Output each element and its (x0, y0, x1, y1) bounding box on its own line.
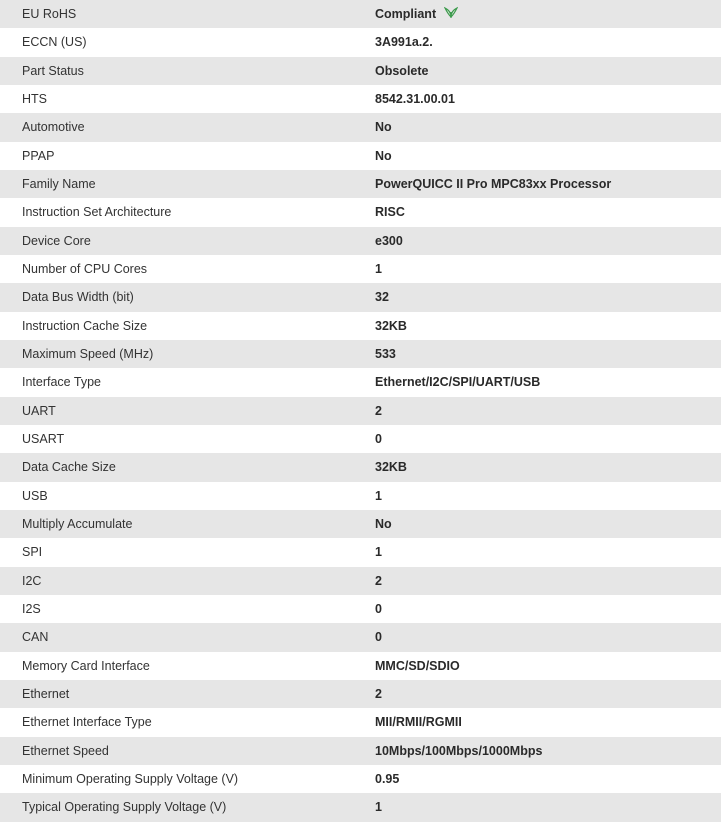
spec-label: Family Name (22, 177, 96, 192)
spec-value: 1 (375, 262, 382, 277)
spec-label: Device Core (22, 233, 91, 248)
spec-value: No (375, 517, 392, 532)
spec-row-interface-type (0, 368, 721, 396)
spec-value: 0 (375, 432, 382, 447)
spec-label: CAN (22, 630, 49, 645)
spec-label: HTS (22, 92, 47, 107)
spec-row-instruction-cache (0, 312, 721, 340)
spec-label: I2S (22, 602, 41, 617)
spec-label: Data Bus Width (bit) (22, 290, 134, 305)
spec-label: Multiply Accumulate (22, 517, 133, 532)
spec-row-ethernet (0, 680, 721, 708)
spec-row-family-name (0, 170, 721, 198)
spec-value: 0 (375, 630, 382, 645)
spec-label: Interface Type (22, 375, 101, 390)
spec-value: 2 (375, 687, 382, 702)
spec-value: Obsolete (375, 63, 429, 78)
spec-value: No (375, 148, 392, 163)
spec-label: Memory Card Interface (22, 658, 150, 673)
spec-value: 1 (375, 800, 382, 815)
spec-value: e300 (375, 233, 403, 248)
spec-label: Ethernet Interface Type (22, 715, 152, 730)
spec-row-automotive (0, 113, 721, 141)
spec-row-uart (0, 397, 721, 425)
spec-label: USB (22, 488, 48, 503)
spec-label: Ethernet (22, 687, 70, 702)
spec-row-part-status (0, 57, 721, 85)
spec-value: Compliant (375, 6, 437, 21)
spec-value: PowerQUICC II Pro MPC83xx Processor (375, 177, 612, 192)
spec-label: Typical Operating Supply Voltage (V) (22, 800, 227, 815)
spec-value: 533 (375, 347, 396, 362)
spec-value: 2 (375, 403, 382, 418)
spec-row-isa (0, 198, 721, 226)
spec-row-min-supply-voltage (0, 765, 721, 793)
spec-label: Automotive (22, 120, 85, 135)
spec-label: PPAP (22, 148, 55, 163)
spec-value: 10Mbps/100Mbps/1000Mbps (375, 743, 543, 758)
leaf-icon (444, 6, 458, 21)
spec-row-cpu-cores (0, 255, 721, 283)
spec-row-multiply-accumulate (0, 510, 721, 538)
spec-row-eccn (0, 28, 721, 56)
spec-row-i2s (0, 595, 721, 623)
spec-row-eu-rohs (0, 0, 721, 28)
spec-value: 2 (375, 573, 382, 588)
spec-value: RISC (375, 205, 405, 220)
spec-value: 32KB (375, 460, 407, 475)
spec-label: Minimum Operating Supply Voltage (V) (22, 772, 239, 787)
spec-value: 1 (375, 488, 382, 503)
spec-label: Data Cache Size (22, 460, 116, 475)
spec-label: Maximum Speed (MHz) (22, 347, 154, 362)
spec-label: USART (22, 432, 65, 447)
spec-label: I2C (22, 573, 42, 588)
spec-label: Number of CPU Cores (22, 262, 148, 277)
spec-label: Instruction Cache Size (22, 318, 148, 333)
spec-label: Part Status (22, 63, 84, 78)
spec-row-device-core (0, 227, 721, 255)
spec-value: No (375, 120, 392, 135)
spec-label: UART (22, 403, 56, 418)
spec-row-memory-card (0, 652, 721, 680)
spec-row-usb (0, 482, 721, 510)
spec-value-cell (375, 0, 721, 28)
spec-row-can (0, 623, 721, 651)
spec-label: ECCN (US) (22, 35, 87, 50)
spec-value: 32 (375, 290, 389, 305)
spec-row-max-speed (0, 340, 721, 368)
spec-row-data-cache (0, 453, 721, 481)
spec-value: Ethernet/I2C/SPI/UART/USB (375, 375, 541, 390)
spec-value: 8542.31.00.01 (375, 92, 455, 107)
spec-value: 1 (375, 545, 382, 560)
spec-value: MII/RMII/RGMII (375, 715, 462, 730)
spec-value: 3A991a.2. (375, 35, 433, 50)
spec-label: Instruction Set Architecture (22, 205, 172, 220)
spec-row-ethernet-speed (0, 737, 721, 765)
spec-label: SPI (22, 545, 43, 560)
spec-value: 0.95 (375, 772, 400, 787)
spec-row-data-bus-width (0, 283, 721, 311)
spec-value: MMC/SD/SDIO (375, 658, 460, 673)
spec-row-hts (0, 85, 721, 113)
spec-row-typ-supply-voltage (0, 793, 721, 821)
spec-value: 0 (375, 602, 382, 617)
spec-label: Ethernet Speed (22, 743, 109, 758)
spec-row-ppap (0, 142, 721, 170)
spec-label: EU RoHS (22, 7, 77, 22)
spec-row-ethernet-interface (0, 708, 721, 736)
spec-row-spi (0, 538, 721, 566)
spec-row-i2c (0, 567, 721, 595)
spec-value: 32KB (375, 318, 407, 333)
spec-row-usart (0, 425, 721, 453)
